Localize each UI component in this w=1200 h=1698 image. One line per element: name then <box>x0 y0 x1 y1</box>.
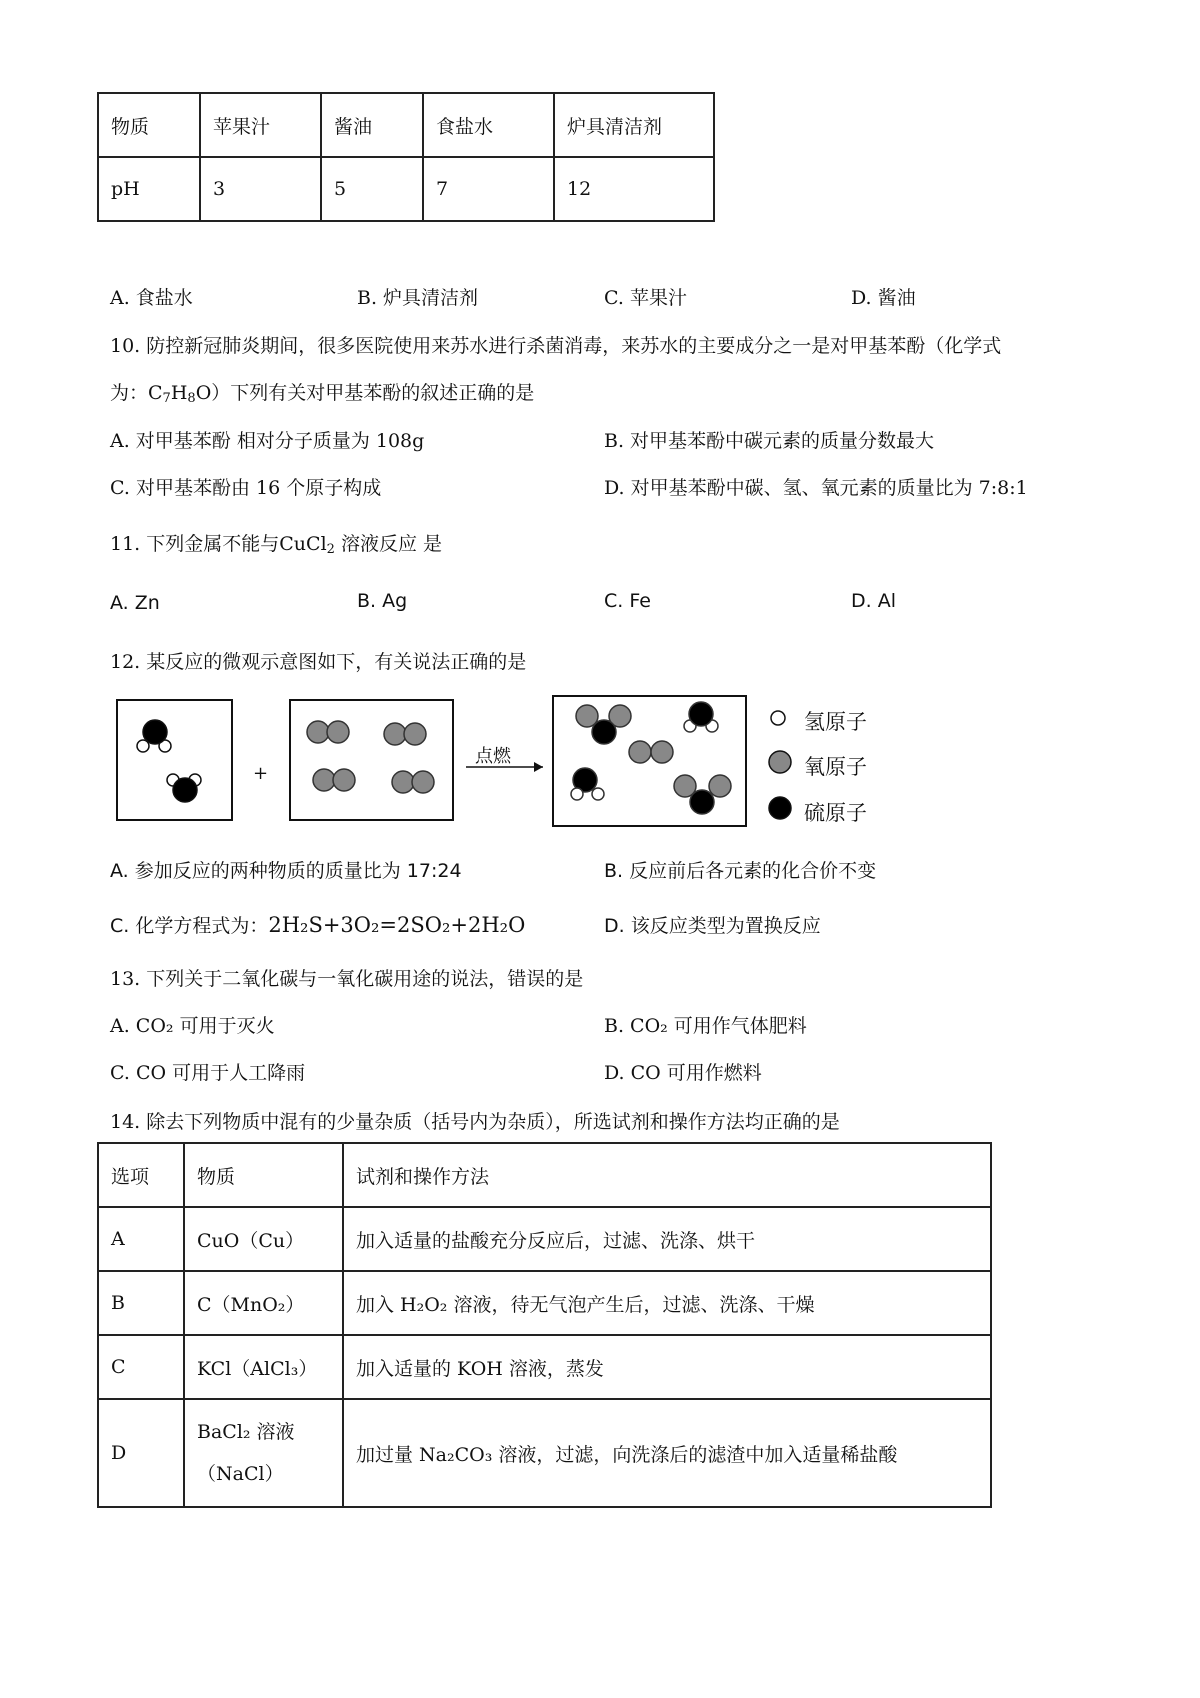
header-cell: 物质 <box>184 1143 343 1207</box>
cell: CuO（Cu） <box>184 1207 343 1271</box>
text: 溶液反应 是 <box>334 533 443 555</box>
q14-table <box>97 1142 992 1508</box>
cell: 3 <box>200 157 321 221</box>
cell: 5 <box>321 157 423 221</box>
reactant-box-1 <box>117 700 232 820</box>
q12-option-b: B. 反应前后各元素的化合价不变 <box>604 860 877 882</box>
q9-option-b: B. 炉具清洁剂 <box>357 287 479 309</box>
q10-option-a: A. 对甲基苯酚 相对分子质量为 108g <box>110 430 425 452</box>
cell: 酱油 <box>321 93 423 157</box>
q11-option-d: D. Al <box>851 590 896 612</box>
q9-option-c: C. 苹果汁 <box>604 287 687 309</box>
q14-stem: 14. 除去下列物质中混有的少量杂质（括号内为杂质），所选试剂和操作方法均正确的是 <box>110 1111 840 1133</box>
text: C. 化学方程式为： <box>110 915 269 937</box>
text: 为：C <box>110 382 163 404</box>
cell: 12 <box>554 157 714 221</box>
legend-oxygen: 氧原子 <box>804 755 867 779</box>
q11-stem <box>110 529 442 556</box>
legend-hydrogen: 氢原子 <box>804 710 867 734</box>
cell: 苹果汁 <box>200 93 321 157</box>
q12-stem: 12. 某反应的微观示意图如下，有关说法正确的是 <box>110 651 527 673</box>
q12-option-d: D. 该反应类型为置换反应 <box>604 915 821 937</box>
cell: 物质 <box>98 93 200 157</box>
cell: pH <box>98 157 200 221</box>
table-row <box>98 1207 991 1271</box>
header-cell: 选项 <box>98 1143 184 1207</box>
cell: 加过量 Na₂CO₃ 溶液，过滤，向洗涤后的滤渣中加入适量稀盐酸 <box>343 1399 991 1507</box>
q13-stem: 13. 下列关于二氧化碳与一氧化碳用途的说法，错误的是 <box>110 968 584 990</box>
cell: D <box>98 1399 184 1507</box>
q13-option-d: D. CO 可用作燃料 <box>604 1062 762 1084</box>
text: H <box>170 382 188 404</box>
cell: 炉具清洁剂 <box>554 93 714 157</box>
q13-option-b: B. CO₂ 可用作气体肥料 <box>604 1015 807 1037</box>
q10-option-b: B. 对甲基苯酚中碳元素的质量分数最大 <box>604 430 935 452</box>
q11-option-c: C. Fe <box>604 590 651 612</box>
q10-stem-line2 <box>110 378 534 405</box>
formula: CuCl <box>279 533 327 555</box>
cell: 食盐水 <box>423 93 554 157</box>
cell: 加入适量的盐酸充分反应后，过滤、洗涤、烘干 <box>343 1207 991 1271</box>
cell: 7 <box>423 157 554 221</box>
cell: B <box>98 1271 184 1335</box>
product-box <box>553 696 746 826</box>
cell: 加入 H₂O₂ 溶液，待无气泡产生后，过滤、洗涤、干燥 <box>343 1271 991 1335</box>
q10-option-c: C. 对甲基苯酚由 16 个原子构成 <box>110 477 382 499</box>
q11-option-b: B. Ag <box>357 590 408 612</box>
subscript: 2 <box>326 542 335 557</box>
q10-option-d: D. 对甲基苯酚中碳、氢、氧元素的质量比为 7:8:1 <box>604 477 1028 499</box>
q10-stem-line1: 10. 防控新冠肺炎期间，很多医院使用来苏水进行杀菌消毒，来苏水的主要成分之一是对甲基苯酚（化学式 <box>110 335 1002 357</box>
cell: KCl（AlCl₃） <box>184 1335 343 1399</box>
q13-option-c: C. CO 可用于人工降雨 <box>110 1062 306 1084</box>
header-cell: 试剂和操作方法 <box>343 1143 991 1207</box>
q11-option-a: A. Zn <box>110 592 160 614</box>
cell: 加入适量的 KOH 溶液，蒸发 <box>343 1335 991 1399</box>
q13-option-a: A. CO₂ 可用于灭火 <box>110 1015 275 1037</box>
q12-option-c <box>110 911 525 938</box>
cell: C（MnO₂） <box>184 1271 343 1335</box>
text: 11. 下列金属不能与 <box>110 533 280 555</box>
subscript: 8 <box>187 391 196 406</box>
table-row <box>98 1271 991 1335</box>
cell: C <box>98 1335 184 1399</box>
q9-option-d: D. 酱油 <box>851 287 916 309</box>
text: O）下列有关对甲基苯酚的叙述正确的是 <box>195 382 535 404</box>
legend-sulfur: 硫原子 <box>804 801 867 825</box>
equation: 2H₂S+3O₂=2SO₂+2H₂O <box>268 913 526 937</box>
cell: A <box>98 1207 184 1271</box>
plus-sign: + <box>253 763 269 784</box>
table-row <box>98 1399 991 1507</box>
table-row <box>98 1335 991 1399</box>
reactant-box-2 <box>290 700 453 820</box>
q9-option-a: A. 食盐水 <box>110 287 193 309</box>
ph-table <box>97 92 715 222</box>
q12-option-a: A. 参加反应的两种物质的质量比为 17:24 <box>110 860 462 882</box>
arrow-label: 点燃 <box>475 746 511 767</box>
cell: BaCl₂ 溶液（NaCl） <box>184 1399 343 1507</box>
subscript: 7 <box>162 391 171 406</box>
